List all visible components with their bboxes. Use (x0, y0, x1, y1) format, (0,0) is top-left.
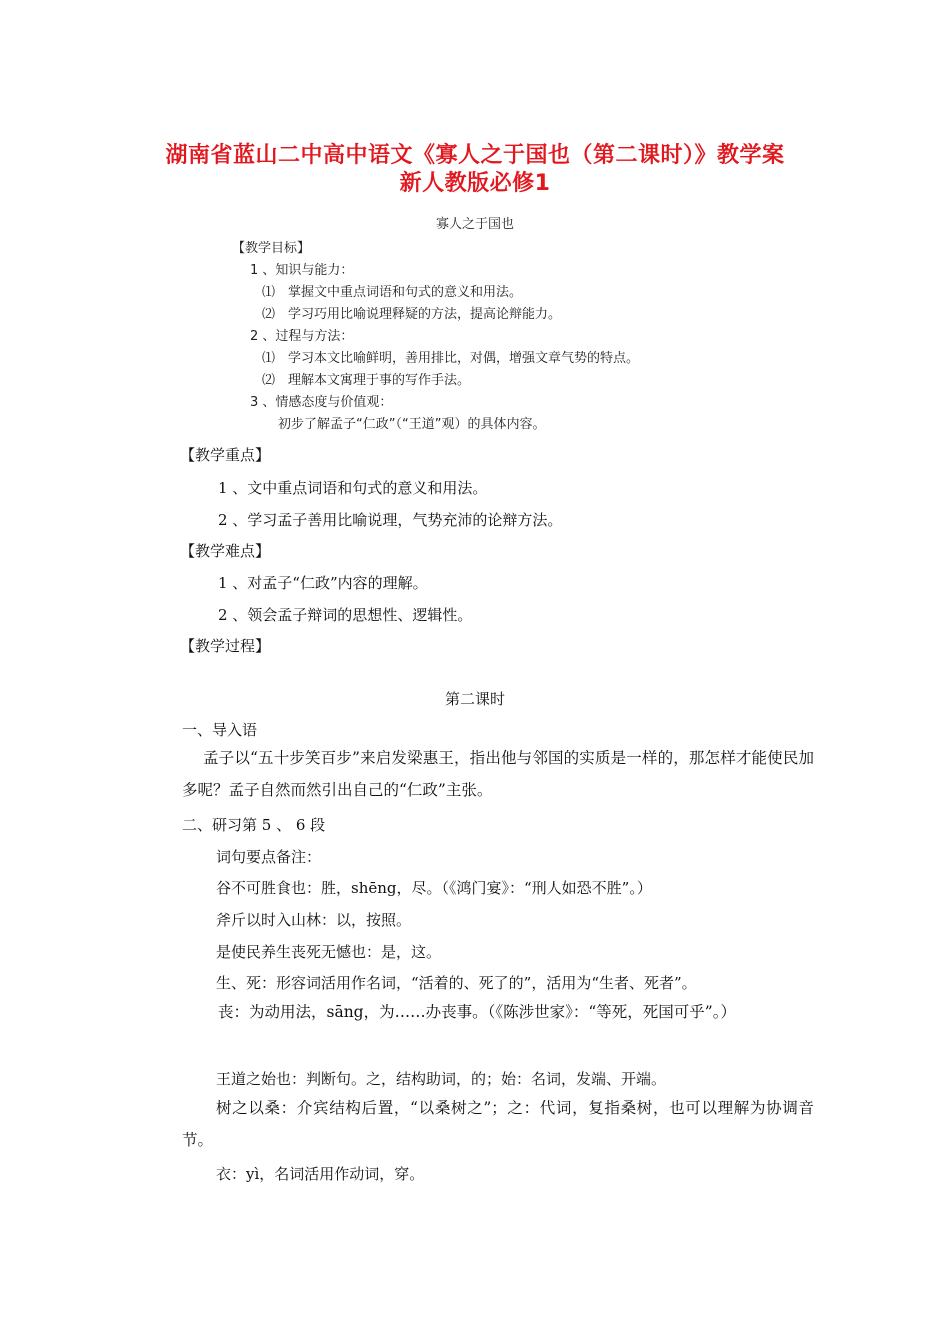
objectives-heading: 【教学目标】 (232, 241, 311, 256)
section-heading: 一、导入语 (182, 721, 258, 739)
objective-section-1: 1 、知识与能力： (250, 263, 354, 278)
note-item: 斧斤以时入山林：以，按照。 (216, 911, 412, 929)
note-item: 生、死：形容词活用作名词，“活着的、死了的”，活用为“生者、死者”。 (216, 974, 697, 992)
intro-paragraph: 孟子以“五十步笑百步”来启发梁惠王，指出他与邻国的实质是一样的，那怎样才能使民加多呢？孟子自然而然引出自己的“仁政”主张。 (182, 749, 814, 799)
objective-section-2: 2 、过程与方法： (250, 329, 354, 344)
key-points-heading: 【教学重点】 (180, 446, 271, 464)
objective-item: ⑵ 理解本文寓理于事的写作手法。 (262, 373, 471, 388)
objective-item: ⑴ 掌握文中重点词语和句式的意义和用法。 (262, 285, 523, 300)
notes-heading: 词句要点备注： (216, 848, 322, 866)
document-title-line2: 新人教版必修1 (399, 171, 551, 196)
lesson-label: 第二课时 (444, 690, 505, 708)
note-item: 丧：为动用法，sāng，为……办丧事。（《陈涉世家》：“等死，死国可乎”。） (218, 1003, 736, 1021)
key-point-item: 2 、学习孟子善用比喻说理，气势充沛的论辩方法。 (218, 511, 563, 529)
process-heading: 【教学过程】 (180, 637, 271, 655)
note-item: 王道之始也：判断句。之，结构助词，的；始：名词，发端、开端。 (216, 1070, 667, 1088)
objective-item: 初步了解孟子“仁政”（“王道”观）的具体内容。 (278, 417, 546, 432)
document-title-line1: 湖南省蓝山二中高中语文《寡人之于国也（第二课时）》教学案 (165, 143, 785, 168)
difficulty-item: 1 、对孟子“仁政”内容的理解。 (218, 574, 428, 592)
objective-section-3: 3 、情感态度与价值观： (250, 395, 393, 410)
difficulties-heading: 【教学难点】 (180, 542, 271, 560)
note-item: 衣：yì，名词活用作动词，穿。 (216, 1165, 425, 1183)
key-point-item: 1 、文中重点词语和句式的意义和用法。 (218, 479, 488, 497)
note-item: 是使民养生丧死无憾也：是，这。 (216, 943, 442, 961)
difficulty-item: 2 、领会孟子辩词的思想性、逻辑性。 (218, 606, 473, 624)
note-item: 谷不可胜食也：胜，shēng，尽。（《鸿门宴》：“刑人如恐不胜”。） (216, 879, 652, 897)
lesson-subtitle: 寡人之于国也 (435, 217, 514, 232)
note-item: 树之以桑：介宾结构后置，“以桑树之”；之：代词，复指桑树，也可以理解为协调音节。 (182, 1099, 814, 1149)
section-heading: 二、研习第 5 、 6 段 (182, 816, 326, 834)
objective-item: ⑵ 学习巧用比喻说理释疑的方法，提高论辩能力。 (262, 307, 562, 322)
objective-item: ⑴ 学习本文比喻鲜明，善用排比，对偶，增强文章气势的特点。 (262, 351, 640, 366)
